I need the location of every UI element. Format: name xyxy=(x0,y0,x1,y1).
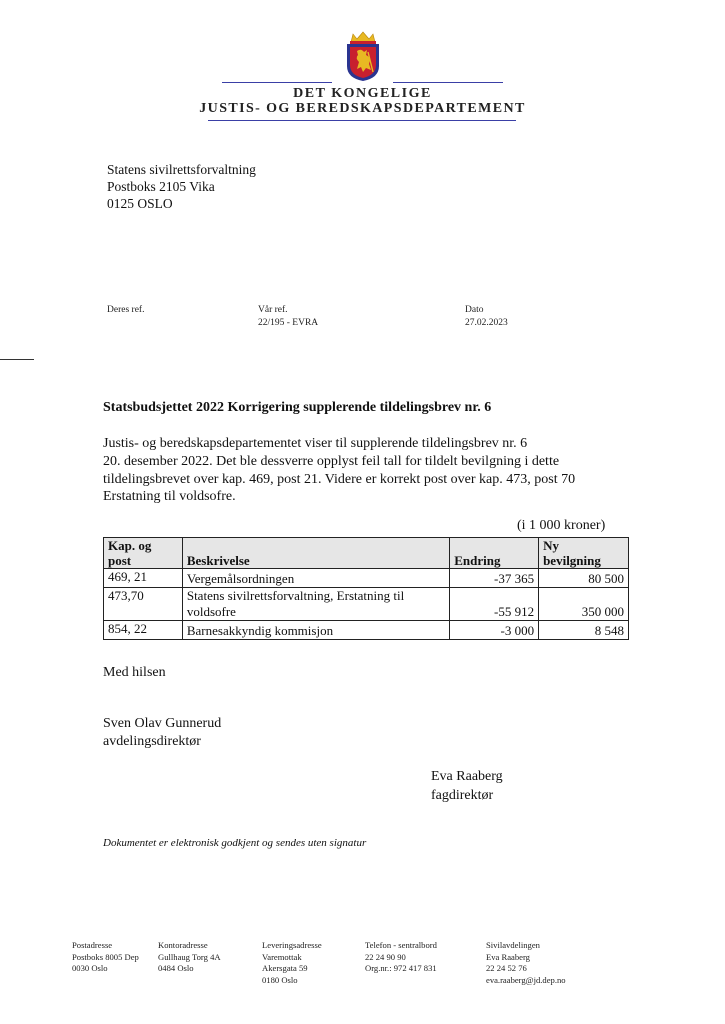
deres-ref-label: Deres ref. xyxy=(107,305,145,315)
header-kap-line1: Kap. og xyxy=(108,538,152,553)
signer2-name: Eva Raaberg xyxy=(431,769,503,784)
date-value: 27.02.2023 xyxy=(465,318,508,328)
footer-office-label: Kontoradresse xyxy=(158,940,208,950)
recipient-postbox: Postboks 2105 Vika xyxy=(107,179,215,194)
recipient-city: 0125 OSLO xyxy=(107,196,173,211)
cell-kap: 473,70 xyxy=(104,588,183,621)
cell-beskrivelse-line2: voldsofre xyxy=(186,604,236,619)
header-ny-bevilgning xyxy=(539,538,629,569)
header-kap-line2: post xyxy=(108,553,132,568)
norwegian-coat-of-arms-icon xyxy=(345,30,381,82)
cell-ny: 80 500 xyxy=(539,569,629,588)
cell-endring: -55 912 xyxy=(450,588,539,621)
footer-postal-line2: 0030 Oslo xyxy=(72,963,108,973)
footer-delivery-line2: Akersgata 59 xyxy=(262,963,308,973)
footer-office-line1: Gullhaug Torg 4A xyxy=(158,951,221,962)
footer-contact-phone: 22 24 52 76 xyxy=(486,963,527,973)
signer1-name: Sven Olav Gunnerud xyxy=(103,716,222,731)
header-ny-line2: bevilgning xyxy=(543,553,601,568)
footer-phone-label: Telefon - sentralbord xyxy=(365,940,437,950)
header-beskrivelse: Beskrivelse xyxy=(182,538,449,569)
footer-phone-number: 22 24 90 90 xyxy=(365,951,406,962)
footer-postal-label: Postadresse xyxy=(72,940,113,950)
cell-kap: 469, 21 xyxy=(104,569,183,588)
body-line-1: Justis- og beredskapsdepartementet viser til supplerende tildelingsbrev nr. 6 xyxy=(103,436,528,451)
footer-contact-name: Eva Raaberg xyxy=(486,951,530,962)
department-name-line1: DET KONGELIGE xyxy=(293,86,432,101)
body-line-2: 20. desember 2022. Det ble dessverre opplyst feil tall for tildelt bevilgning i dette xyxy=(103,454,560,469)
footer-delivery-label: Leveringsadresse xyxy=(262,940,322,950)
footer-postal xyxy=(72,940,139,975)
var-ref-label: Vår ref. xyxy=(258,305,288,315)
footer-office xyxy=(158,940,221,975)
header-ny-line1: Ny xyxy=(543,538,559,553)
footer-delivery xyxy=(262,940,322,986)
footer-contact-label: Sivilavdelingen xyxy=(486,940,540,950)
recipient-name: Statens sivilrettsforvaltning xyxy=(107,162,256,177)
cell-endring: -3 000 xyxy=(450,621,539,640)
cell-beskrivelse: Vergemålsordningen xyxy=(182,569,449,588)
footer-delivery-line3: 0180 Oslo xyxy=(262,974,298,985)
body-line-4: Erstatning til voldsofre. xyxy=(103,489,236,504)
electronic-approval-note: Dokumentet er elektronisk godkjent og sendes uten signatur xyxy=(103,837,367,849)
cell-ny: 8 548 xyxy=(539,621,629,640)
header-kap xyxy=(104,538,183,569)
letter-title: Statsbudsjettet 2022 Korrigering supplerende tildelingsbrev nr. 6 xyxy=(103,400,492,415)
signer1-title: avdelingsdirektør xyxy=(103,734,201,749)
signer2-title: fagdirektør xyxy=(431,788,494,803)
footer-postal-line1: Postboks 8005 Dep xyxy=(72,951,139,962)
table-row xyxy=(104,621,629,640)
cell-beskrivelse-line1: Statens sivilrettsforvaltning, Erstatning til xyxy=(186,588,405,603)
footer-office-line2: 0484 Oslo xyxy=(158,963,194,973)
date-label: Dato xyxy=(465,305,484,315)
greeting: Med hilsen xyxy=(103,665,166,680)
cell-beskrivelse xyxy=(182,588,449,621)
table-row xyxy=(104,588,629,621)
footer-contact-email: eva.raaberg@jd.dep.no xyxy=(486,974,566,985)
cell-endring: -37 365 xyxy=(450,569,539,588)
table-row xyxy=(104,569,629,588)
fold-mark xyxy=(0,359,34,360)
unit-note: (i 1 000 kroner) xyxy=(517,518,606,533)
footer-delivery-line1: Varemottak xyxy=(262,951,302,962)
header-endring: Endring xyxy=(450,538,539,569)
footer-phone xyxy=(365,940,437,975)
table-header-row xyxy=(104,538,629,569)
cell-beskrivelse: Barnesakkyndig kommisjon xyxy=(182,621,449,640)
department-name-line2: JUSTIS- OG BEREDSKAPSDEPARTEMENT xyxy=(199,101,526,116)
budget-table xyxy=(103,537,629,640)
footer-contact xyxy=(486,940,566,986)
cell-ny: 350 000 xyxy=(539,588,629,621)
footer-org-number: Org.nr.: 972 417 831 xyxy=(365,963,437,973)
var-ref-value: 22/195 - EVRA xyxy=(258,318,319,328)
body-line-3: tildelingsbrevet over kap. 469, post 21. Videre er korrekt post over kap. 473, post 70 xyxy=(103,472,576,487)
cell-kap: 854, 22 xyxy=(104,621,183,640)
